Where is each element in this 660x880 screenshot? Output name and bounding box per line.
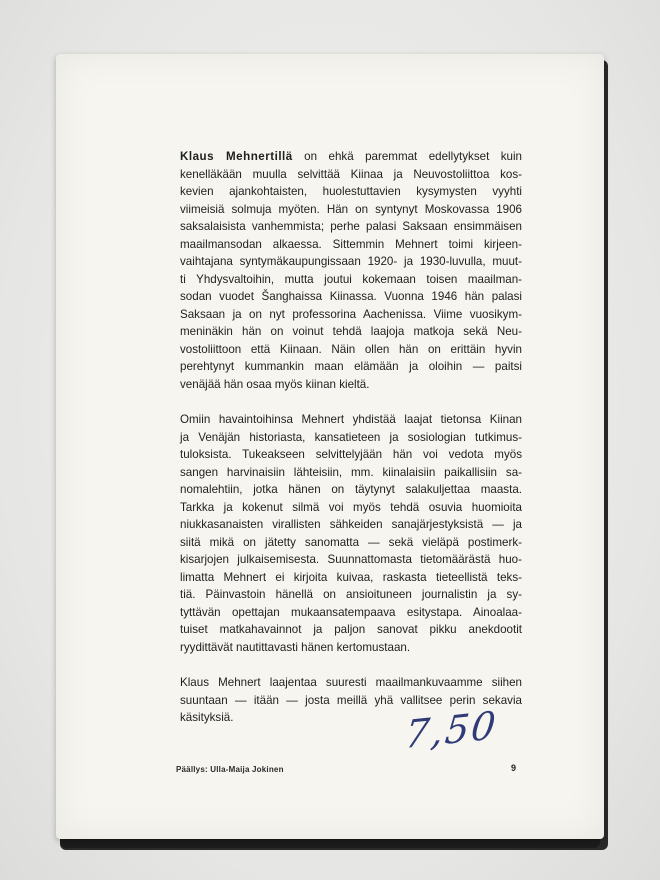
text-line: tyttävän opettajan mukaansatempaava esitystapa. Ainoalaa- — [180, 605, 522, 619]
paragraph-2 — [180, 411, 522, 656]
text-line: Klaus Mehnertillä on ehkä paremmat edellytykset kuin — [180, 150, 522, 163]
text-line: kenelläkään muulla selvittää Kiinaa ja Neuvostoliittoa kos- — [180, 167, 522, 181]
text-line: ryydittävät nautittavasti hänen kertomustaan. — [180, 640, 411, 654]
text-line: viimeisiä solmuja myöten. Hän on syntynyt Moskovassa 1906 — [180, 202, 522, 216]
author-name: Klaus Mehnertillä — [180, 150, 293, 163]
cover-designer-credit: Päällys: Ulla-Maija Jokinen — [176, 765, 284, 774]
text-line: tiä. Päinvastoin hänellä on ansioituneen journalistin ja sy- — [180, 588, 522, 601]
text-line: tuiset matkahavainnot ja paljon sanovat pikku anekdootit — [180, 623, 522, 636]
text-line: nomalehtiin, jotka hänen on täytynyt salakuljettaa maasta. — [180, 483, 522, 496]
blurb-text — [180, 148, 522, 745]
text-line: Klaus Mehnert laajentaa suuresti maailmankuvaamme siihen — [180, 676, 522, 689]
text-line: venäjää hän osaa myös kiinan kieltä. — [180, 377, 370, 391]
text-line: saksalaisista vanhemmista; perhe palasi Saksaan ensimmäisen — [180, 220, 522, 233]
text-line: siitä mikä on jätetty sanomatta — sekä vieläpä postimerk- — [180, 535, 522, 549]
text-line: kevien ajankohtaisten, huolestuttavien kysymysten vyyhti — [180, 185, 522, 198]
text-line: Tarkka ja kokenut silmä voi myös tehdä osuvia huomioita — [180, 500, 522, 514]
text-line: Omiin havaintoihinsa Mehnert yhdistää laajat tietonsa Kiinan — [180, 413, 522, 426]
text-line: sangen harvinaisiin lähteisiin, mm. kiinalaisiin paikallisiin sa- — [180, 465, 522, 479]
text-line: käsityksiä. — [180, 711, 234, 724]
text-line: niukkasanaisten virallisten sähkeiden sanajärjestyksistä — ja — [180, 518, 522, 531]
text-line: vaihtajana syntymäkaupungissaan 1920- ja 1930-luvulla, muut- — [180, 255, 522, 268]
text-line: kisarjojen julkaisemisesta. Suunnattomasta tietomäärästä huo- — [180, 553, 522, 566]
text-line: ja Venäjän historiasta, kansatieteen ja sosiologian tutkimus- — [180, 430, 522, 444]
text-line: sodan vuodet Šanghaissa Kiinassa. Vuonna 1946 hän palasi — [180, 290, 522, 303]
text-line: ti Yhdysvaltoihin, mutta joutui kokemaan toisen maailman- — [180, 272, 522, 286]
text-line: meninäkin hän on voinut tehdä laajoja matkoja sekä Neu- — [180, 325, 522, 338]
text-line: vostoliittoon että Kiinaan. Näin ollen hän on erittäin hyvin — [180, 342, 522, 356]
paragraph-1 — [180, 148, 522, 393]
text-line: Saksaan ja on nyt professorina Aachenissa. Viime vuosikym- — [180, 307, 522, 321]
text-line: tuloksista. Tukeakseen selvittelyjään hän voi vedota myös — [180, 448, 522, 461]
handwritten-price: 7,50 — [402, 702, 500, 758]
text-line: maailmansodan alkaessa. Sittemmin Mehnert toimi kirjeen- — [180, 237, 522, 251]
page-number: 9 — [511, 763, 517, 773]
text-line: suuntaan — itään — josta meillä yhä vallitsee perin sekavia — [180, 693, 522, 707]
text-line: limatta Mehnert ei kirjoita kuivaa, raskasta tieteellistä teks- — [180, 570, 522, 584]
text-line: perehtynyt kummankin maan elämään ja oloihin — paitsi — [180, 360, 522, 373]
